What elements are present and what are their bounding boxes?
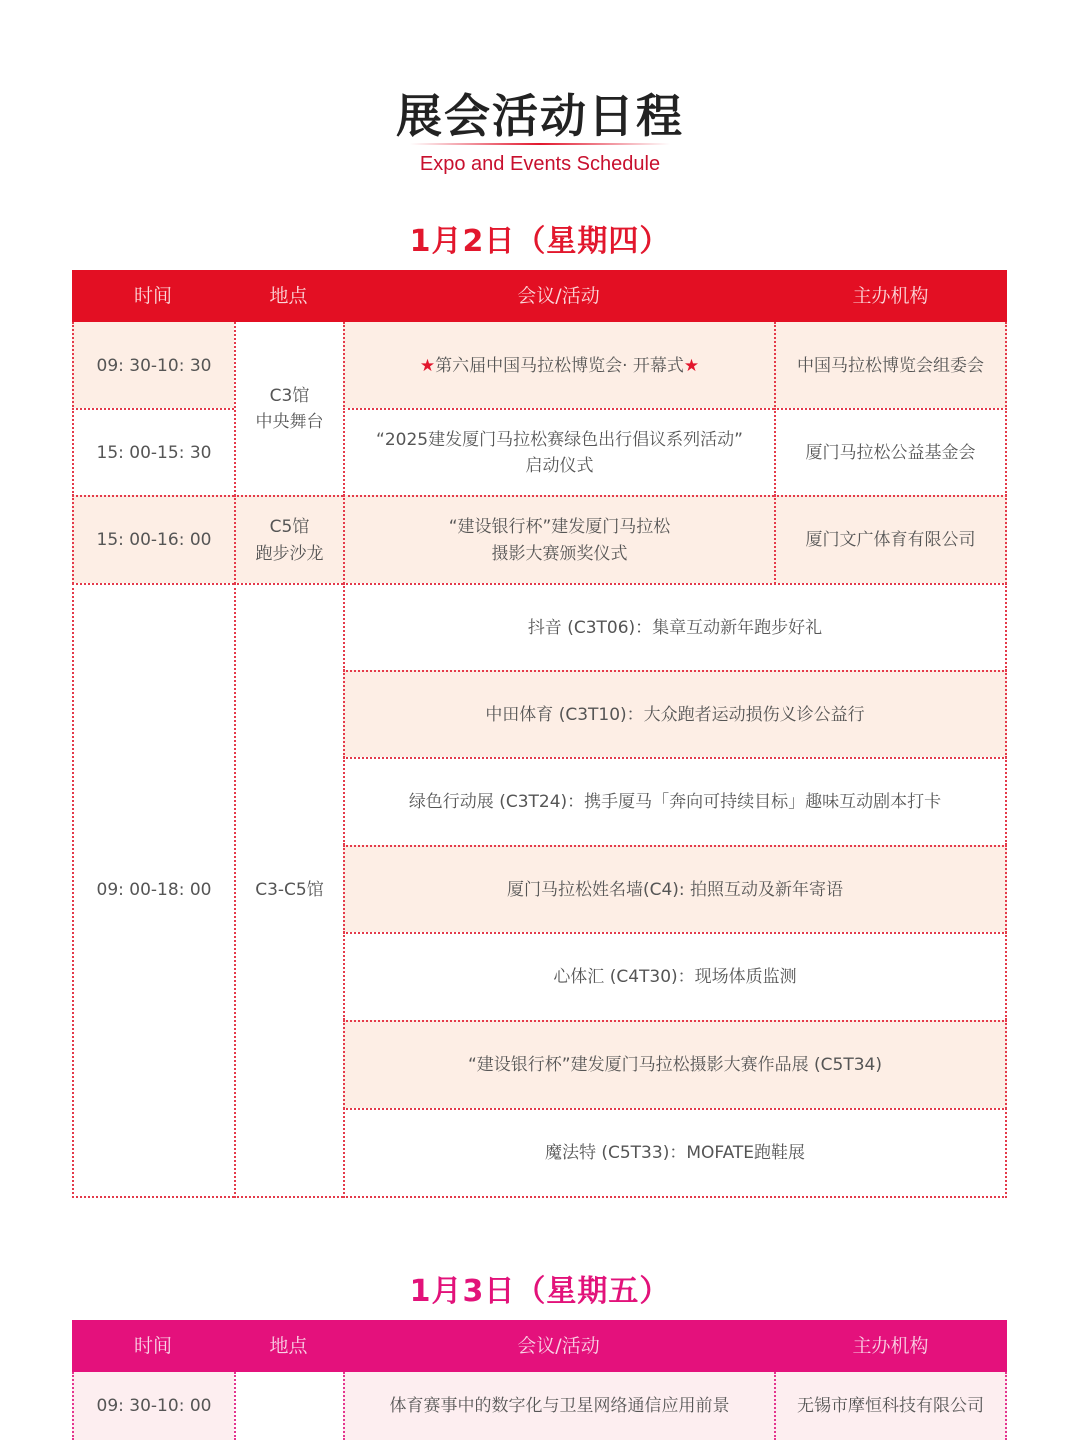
- row2-activity-line1: “2025建发厦门马拉松赛绿色出行倡议系列活动”: [376, 429, 743, 450]
- star-icon: ★: [419, 355, 436, 376]
- location-line1: C5馆: [269, 517, 310, 538]
- day1-heading: 1月2日（星期四）: [409, 224, 671, 259]
- allday-item: 中田体育 (C3T10)：大众跑者运动损伤义诊公益行: [343, 670, 1007, 758]
- row2-activity-line2: 启动仪式: [525, 456, 594, 476]
- allday-item: 厦门马拉松姓名墙(C4): 拍照互动及新年寄语: [343, 845, 1007, 933]
- location-line2: 中央舞台: [255, 412, 324, 432]
- header-time: 时间: [133, 1335, 172, 1357]
- table-header: [72, 270, 1007, 322]
- location-line2: 跑步沙龙: [255, 543, 324, 564]
- merged-location-c3: [234, 322, 343, 496]
- day2-heading: 1月3日（星期五）: [409, 1274, 671, 1309]
- location-line1: C3馆: [269, 385, 310, 406]
- day2-row1-time: 09: 30-10: 00: [72, 1372, 234, 1440]
- table-header: [72, 1320, 1007, 1372]
- row1-time: 09: 30-10: 30: [72, 322, 234, 410]
- page-subtitle: Expo and Events Schedule: [419, 153, 661, 175]
- header-location: 地点: [269, 285, 308, 307]
- row2-organizer: 厦门马拉松公益基金会: [774, 408, 1007, 496]
- row3-activity-line1: “建设银行杯”建发厦门马拉松: [448, 517, 671, 538]
- allday-item: “建设银行杯”建发厦门马拉松摄影大赛作品展 (C5T34): [343, 1020, 1007, 1109]
- page-title: 展会活动日程: [396, 89, 684, 143]
- row3-time: 15: 00-16: 00: [72, 495, 234, 584]
- row3-organizer: 厦门文广体育有限公司: [774, 495, 1007, 584]
- row3-location: [234, 495, 343, 584]
- allday-item: 绿色行动展 (C3T24)：携手厦马「奔向可持续目标」趣味互动剧本打卡: [343, 757, 1007, 845]
- allday-item: 魔法特 (C5T33)：MOFATE跑鞋展: [343, 1108, 1007, 1198]
- header-organizer: 主办机构: [852, 285, 929, 307]
- day2-schedule-table: [72, 1320, 1007, 1440]
- header-location: 地点: [269, 1335, 308, 1357]
- day1-schedule-table: [72, 270, 1007, 1198]
- header-organizer: 主办机构: [852, 1335, 929, 1357]
- allday-item: 抖音 (C3T06)：集章互动新年跑步好礼: [343, 583, 1007, 671]
- title-underline: [410, 143, 670, 145]
- header-activity: 会议/活动: [517, 1335, 600, 1357]
- day2-row1-organizer: 无锡市摩恒科技有限公司: [774, 1372, 1007, 1440]
- row1-activity: [343, 322, 774, 410]
- allday-location: C3-C5馆: [234, 583, 343, 1198]
- allday-item: 心体汇 (C4T30)：现场体质监测: [343, 932, 1007, 1020]
- row2-time: 15: 00-15: 30: [72, 408, 234, 496]
- row3-activity-line2: 摄影大赛颁奖仪式: [491, 543, 628, 564]
- row2-activity: [343, 408, 774, 496]
- allday-time: 09: 00-18: 00: [72, 583, 234, 1198]
- header-activity: 会议/活动: [517, 285, 600, 307]
- day2-row1-location: [234, 1372, 343, 1440]
- star-icon: ★: [683, 355, 700, 376]
- header-time: 时间: [133, 285, 172, 307]
- row1-activity-text: 第六届中国马拉松博览会· 开幕式: [435, 355, 684, 376]
- row1-organizer: 中国马拉松博览会组委会: [774, 322, 1007, 410]
- row3-activity: [343, 495, 774, 584]
- day2-row1-activity: 体育赛事中的数字化与卫星网络通信应用前景: [343, 1372, 774, 1440]
